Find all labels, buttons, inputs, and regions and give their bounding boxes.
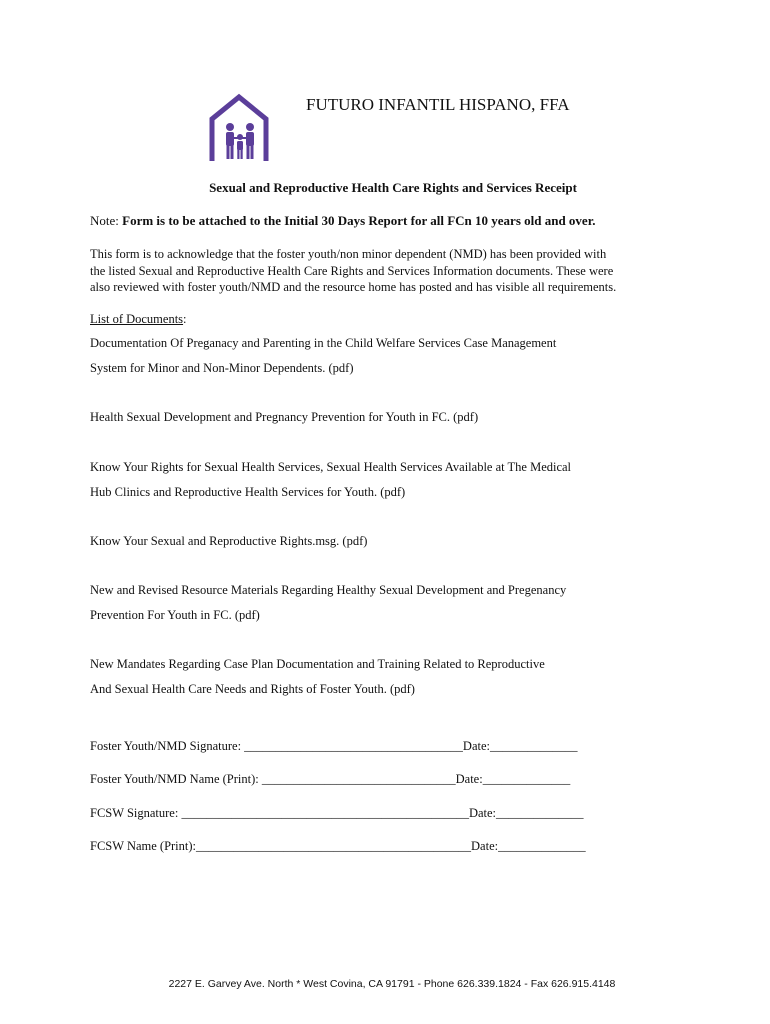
note-label: Note:: [90, 213, 123, 228]
document-line: New and Revised Resource Materials Regarding Healthy Sexual Development and Pregenancy: [90, 583, 567, 597]
list-heading: [90, 312, 187, 327]
document-line: Hub Clinics and Reproductive Health Services for Youth. (pdf): [90, 484, 406, 499]
fcsw-name-field[interactable]: FCSW Name (Print):____________________________________________Date:______________: [90, 839, 586, 853]
document-line: Prevention For Youth in FC. (pdf): [90, 607, 260, 622]
document-line: Know Your Rights for Sexual Health Services, Sexual Health Services Available at The Medical: [90, 460, 572, 474]
document-line: Know Your Sexual and Reproductive Rights.msg. (pdf): [90, 534, 368, 548]
document-item: [90, 652, 545, 701]
document-item: [90, 529, 367, 554]
note-text: Form is to be attached to the Initial 30 Days Report for all FCn 10 years old and over.: [122, 213, 596, 228]
form-title: Sexual and Reproductive Health Care Rights and Services Receipt: [209, 180, 577, 195]
intro-paragraph: [90, 246, 690, 296]
document-item: [90, 578, 566, 627]
document-item: [90, 455, 571, 504]
form-note: [90, 213, 596, 229]
house-family-logo-icon: [208, 93, 270, 165]
fcsw-signature-field[interactable]: FCSW Signature: ______________________________________________Date:______________: [90, 806, 584, 820]
document-item: [90, 331, 556, 380]
footer-address: 2227 E. Garvey Ave. North * West Covina, CA 91791 - Phone 626.339.1824 - Fax 626.915.4148: [168, 978, 616, 990]
document-line: Documentation Of Preganacy and Parenting in the Child Welfare Services Case Management: [90, 336, 557, 350]
intro-line: also reviewed with foster youth/NMD and the resource home has posted and has visible all requirements.: [90, 280, 617, 294]
intro-line: the listed Sexual and Reproductive Health Care Rights and Services Information documents. These were: [90, 263, 614, 278]
document-line: And Sexual Health Care Needs and Rights of Foster Youth. (pdf): [90, 681, 415, 696]
document-line: Health Sexual Development and Pregnancy Prevention for Youth in FC. (pdf): [90, 410, 479, 424]
document-line: System for Minor and Non-Minor Dependents. (pdf): [90, 360, 354, 375]
organization-name: FUTURO INFANTIL HISPANO, FFA: [306, 95, 570, 114]
document-item: [90, 405, 478, 430]
foster-youth-name-field[interactable]: Foster Youth/NMD Name (Print): _______________________________Date:______________: [90, 772, 571, 786]
list-heading-colon: :: [183, 312, 187, 326]
document-line: New Mandates Regarding Case Plan Documentation and Training Related to Reproductive: [90, 657, 545, 671]
intro-line: This form is to acknowledge that the foster youth/non minor dependent (NMD) has been provided with: [90, 247, 607, 261]
foster-youth-signature-field[interactable]: Foster Youth/NMD Signature: ___________________________________Date:______________: [90, 739, 578, 753]
list-heading-text: List of Documents: [90, 312, 184, 326]
